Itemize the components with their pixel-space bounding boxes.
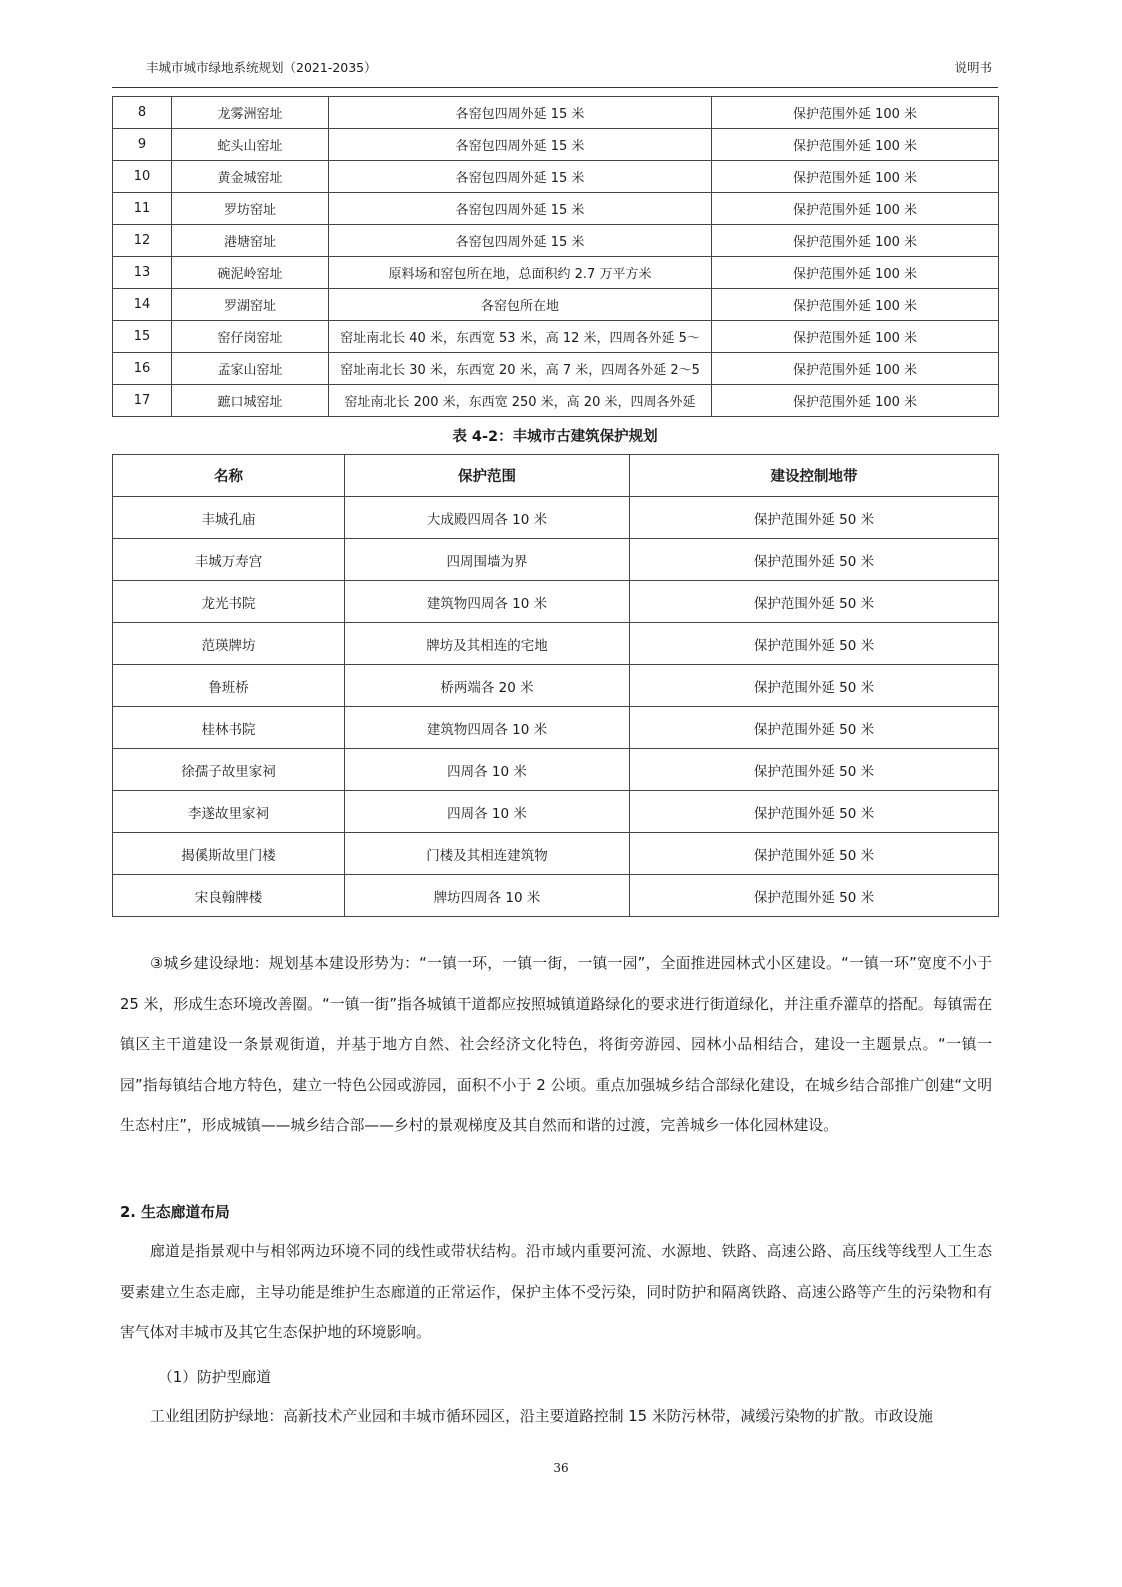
cell-name: 黄金城窑址 [172,161,329,193]
cell-name: 桂林书院 [113,707,345,749]
cell-control: 保护范围外延 100 米 [712,385,999,417]
paragraph-corridor: 廊道是指景观中与相邻两边环境不同的线性或带状结构。沿市域内重要河流、水源地、铁路、高速公路、高压线等线型人工生态要素建立生态走廊，主导功能是维护生态廊道的正常运作，保护主体不受污染，同时防护和隔离铁路、高速公路等产生的污染物和有害气体对丰城市及其它生态保护地的环境影响。 [120,1243,992,1342]
cell-name: 李遂故里家祠 [113,791,345,833]
cell-no: 16 [113,353,172,385]
table-row [113,791,999,833]
table-row [113,321,999,353]
cell-control: 保护范围外延 50 米 [630,707,999,749]
paragraph-industrial-green: 工业组团防护绿地：高新技术产业园和丰城市循环园区，沿主要道路控制 15 米防污林带，减缓污染物的扩散。市政设施 [150,1408,933,1425]
cell-control: 保护范围外延 50 米 [630,623,999,665]
cell-range: 各窑包四周外延 15 米 [329,225,712,257]
cell-control: 保护范围外延 100 米 [712,321,999,353]
cell-name: 范瑛牌坊 [113,623,345,665]
cell-name: 罗坊窑址 [172,193,329,225]
cell-no: 10 [113,161,172,193]
cell-control: 保护范围外延 50 米 [630,497,999,539]
cell-control: 保护范围外延 50 米 [630,791,999,833]
cell-name: 丰城万寿宫 [113,539,345,581]
cell-range: 建筑物四周各 10 米 [345,581,630,623]
cell-no: 13 [113,257,172,289]
cell-range: 四周各 10 米 [345,791,630,833]
cell-range: 各窑包四周外延 15 米 [329,193,712,225]
column-header-name: 名称 [113,455,345,497]
cell-name: 蹠口城窑址 [172,385,329,417]
cell-name: 宋良翰牌楼 [113,875,345,917]
cell-range: 各窑包四周外延 15 米 [329,129,712,161]
subsection-heading: （1）防护型廊道 [158,1369,271,1386]
cell-range: 门楼及其相连建筑物 [345,833,630,875]
cell-no: 8 [113,97,172,129]
cell-name: 徐孺子故里家祠 [113,749,345,791]
section-heading: 2. 生态廊道布局 [120,1204,230,1221]
cell-name: 揭傒斯故里门楼 [113,833,345,875]
cell-control: 保护范围外延 50 米 [630,581,999,623]
cell-control: 保护范围外延 50 米 [630,749,999,791]
cell-range: 四周各 10 米 [345,749,630,791]
header-title: 丰城市城市绿地系统规划（2021-2035） [146,60,377,75]
cell-name: 龙雾洲窑址 [172,97,329,129]
table-row [113,129,999,161]
cell-name: 鲁班桥 [113,665,345,707]
cell-control: 保护范围外延 100 米 [712,289,999,321]
cell-range: 各窑包四周外延 15 米 [329,161,712,193]
cell-control: 保护范围外延 100 米 [712,257,999,289]
cell-range: 建筑物四周各 10 米 [345,707,630,749]
cell-range: 窑址南北长 40 米，东西宽 53 米，高 12 米，四周各外延 5～ [329,321,712,353]
header-doc-type: 说明书 [954,60,992,75]
table-row [113,353,999,385]
table-row [113,289,999,321]
table-header-row [113,455,999,497]
cell-control: 保护范围外延 50 米 [630,833,999,875]
cell-range: 四周围墙为界 [345,539,630,581]
cell-range: 各窑包所在地 [329,289,712,321]
table-row [113,623,999,665]
header-divider [112,87,998,88]
cell-range: 牌坊及其相连的宅地 [345,623,630,665]
table-row [113,97,999,129]
cell-range: 桥两端各 20 米 [345,665,630,707]
cell-control: 保护范围外延 100 米 [712,225,999,257]
table-row [113,539,999,581]
cell-control: 保护范围外延 100 米 [712,161,999,193]
cell-no: 9 [113,129,172,161]
cell-control: 保护范围外延 100 米 [712,97,999,129]
table-row [113,385,999,417]
cell-range: 各窑包四周外延 15 米 [329,97,712,129]
table-row [113,707,999,749]
cell-name: 孟家山窑址 [172,353,329,385]
table-row [113,875,999,917]
cell-name: 罗湖窑址 [172,289,329,321]
column-header-range: 保护范围 [345,455,630,497]
cell-control: 保护范围外延 100 米 [712,193,999,225]
cell-name: 龙光书院 [113,581,345,623]
table-row [113,833,999,875]
table-row [113,257,999,289]
table-row [113,225,999,257]
cell-no: 14 [113,289,172,321]
ancient-building-table [112,454,999,917]
cell-name: 碗泥岭窑址 [172,257,329,289]
cell-control: 保护范围外延 50 米 [630,539,999,581]
cell-range: 窑址南北长 200 米，东西宽 250 米，高 20 米，四周各外延 [329,385,712,417]
page-number: 36 [553,1461,569,1475]
paragraph-urban-rural-green: ③城乡建设绿地：规划基本建设形势为：“一镇一环，一镇一街，一镇一园”，全面推进园林式小区建设。“一镇一环”宽度不小于 25 米，形成生态环境改善圈。“一镇一街”指各城镇干道都应按照城镇道路绿化的要求进行街道绿化，并注重乔灌草的搭配。每镇需在镇区主干道建设一条景观街道，并基于地方自然、社会经济文化特色，将街旁游园、园林小品相结合，建设一主题景点。“一镇一园”指每镇结合地方特色，建立一特色公园或游园，面积不小于 2 公顷。重点加强城乡结合部绿化建设，在城乡结合部推广创建“文明生态村庄”，形成城镇——城乡结合部——乡村的景观梯度及其自然而和谐的过渡，完善城乡一体化园林建设。 [120,955,992,1135]
cell-no: 15 [113,321,172,353]
cell-control: 保护范围外延 100 米 [712,353,999,385]
cell-no: 17 [113,385,172,417]
table-caption: 表 4-2：丰城市古建筑保护规划 [452,429,658,445]
table-row [113,497,999,539]
table-row [113,161,999,193]
table-row [113,749,999,791]
cell-no: 11 [113,193,172,225]
table-row [113,665,999,707]
column-header-control: 建设控制地带 [630,455,999,497]
cell-name: 港塘窑址 [172,225,329,257]
cell-name: 丰城孔庙 [113,497,345,539]
kiln-protection-table [112,96,999,417]
cell-range: 大成殿四周各 10 米 [345,497,630,539]
cell-no: 12 [113,225,172,257]
cell-control: 保护范围外延 100 米 [712,129,999,161]
cell-name: 蛇头山窑址 [172,129,329,161]
table-row [113,581,999,623]
cell-control: 保护范围外延 50 米 [630,665,999,707]
table-row [113,193,999,225]
cell-range: 窑址南北长 30 米，东西宽 20 米，高 7 米，四周各外延 2～5 [329,353,712,385]
cell-control: 保护范围外延 50 米 [630,875,999,917]
cell-range: 原料场和窑包所在地，总面积约 2.7 万平方米 [329,257,712,289]
cell-range: 牌坊四周各 10 米 [345,875,630,917]
cell-name: 窑仔岗窑址 [172,321,329,353]
